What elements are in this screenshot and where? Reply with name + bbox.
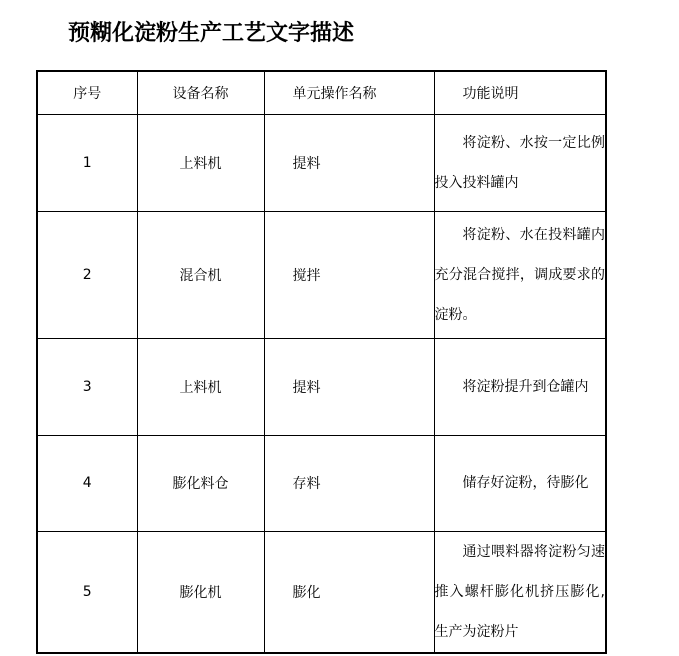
equipment-cell: 上料机: [137, 114, 264, 211]
table-header-row: [37, 71, 606, 114]
seq-cell: 2: [37, 211, 137, 338]
table-row: [37, 435, 606, 531]
seq-cell: 3: [37, 338, 137, 435]
header-description: 功能说明: [434, 71, 606, 114]
description-cell: 将淀粉、水在投料罐内充分混合搅拌，调成要求的淀粉。: [434, 211, 606, 338]
seq-cell: 1: [37, 114, 137, 211]
equipment-cell: 上料机: [137, 338, 264, 435]
description-cell: 通过喂料器将淀粉匀速推入螺杆膨化机挤压膨化,生产为淀粉片: [434, 531, 606, 653]
table-row: [37, 114, 606, 211]
operation-cell: 膨化: [264, 531, 434, 653]
equipment-cell: 膨化料仓: [137, 435, 264, 531]
operation-cell: 提料: [264, 338, 434, 435]
operation-cell: 存料: [264, 435, 434, 531]
table-row: [37, 338, 606, 435]
equipment-cell: 混合机: [137, 211, 264, 338]
equipment-cell: 膨化机: [137, 531, 264, 653]
seq-cell: 5: [37, 531, 137, 653]
seq-cell: 4: [37, 435, 137, 531]
header-equipment: 设备名称: [137, 71, 264, 114]
description-cell: 将淀粉提升到仓罐内: [434, 338, 606, 435]
header-seq: 序号: [37, 71, 137, 114]
table-row: [37, 531, 606, 653]
description-cell: 储存好淀粉，待膨化: [434, 435, 606, 531]
description-cell: 将淀粉、水按一定比例投入投料罐内: [434, 114, 606, 211]
process-table: [36, 70, 607, 654]
operation-cell: 提料: [264, 114, 434, 211]
header-operation: 单元操作名称: [264, 71, 434, 114]
page-title: 预糊化淀粉生产工艺文字描述: [68, 20, 355, 46]
table-row: [37, 211, 606, 338]
operation-cell: 搅拌: [264, 211, 434, 338]
